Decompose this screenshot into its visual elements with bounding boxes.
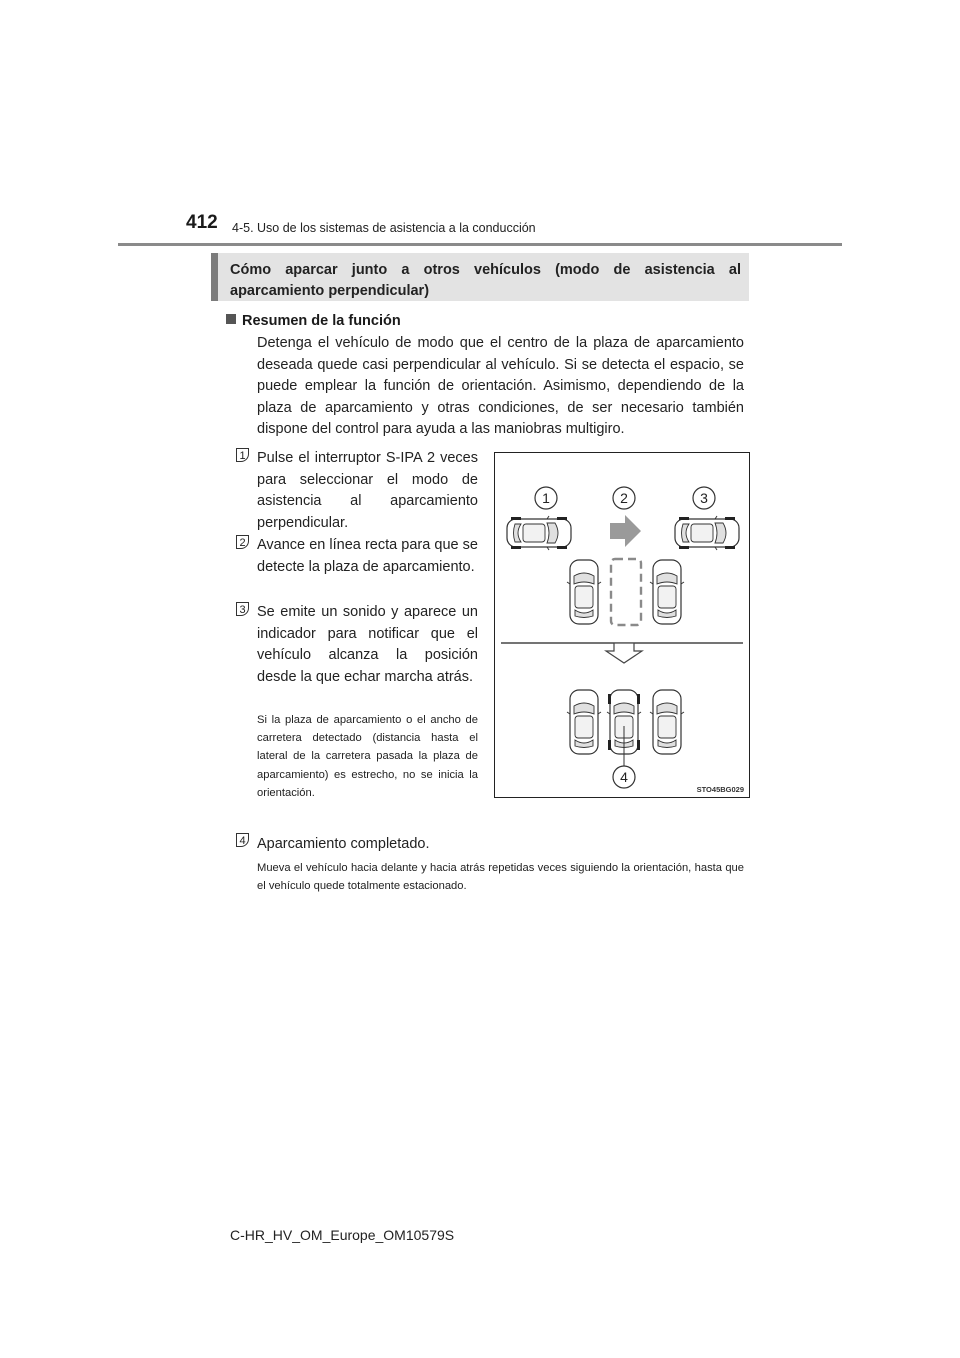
step-4-note: Mueva el vehículo hacia delante y hacia atrás repetidas veces siguiendo la orientación, hasta que el vehículo quede totalmente estacionado.: [257, 862, 744, 893]
callout-4-label: 4: [620, 769, 628, 785]
parking-diagram-svg: [495, 453, 749, 797]
step-4-badge: 4: [236, 833, 249, 847]
callout-3-label: 3: [700, 490, 708, 506]
page-number: 412: [186, 212, 218, 233]
parked-car-right-top: [650, 560, 684, 624]
running-header: 4-5. Uso de los sistemas de asistencia a la conducción: [232, 221, 536, 235]
callout-1: [535, 487, 557, 509]
footer-document-id: C-HR_HV_OM_Europe_OM10579S: [230, 1227, 455, 1243]
step-4-text: Aparcamiento completado.: [257, 836, 430, 852]
ego-car-detected: [675, 516, 739, 550]
parked-car-left-bottom: [567, 690, 601, 754]
step-1-text: Pulse el interruptor S-IPA 2 veces para seleccionar el modo de asistencia al aparcamiento perpendicular.: [257, 450, 478, 531]
step-1-badge: 1: [236, 448, 249, 462]
detected-parking-space: [611, 559, 641, 625]
header-rule: [118, 243, 842, 246]
callout-3: [693, 487, 715, 509]
parked-car-left-top: [567, 560, 601, 624]
forward-arrow-icon: [610, 515, 641, 547]
step-2-text: Avance en línea recta para que se detecte la plaza de aparcamiento.: [257, 537, 478, 575]
intro-paragraph: Detenga el vehículo de modo que el centro de la plaza de aparcamiento deseada quede casi perpendicular al vehículo. Si se detecta el espacio, se puede emplear la función de orientación. Asimismo, dependiendo de la plaza de aparcamiento y otras condiciones, de ser necesario también dispone del control para ayuda a las maniobras multigiro.: [257, 335, 744, 438]
figure-code: STO45BG029: [696, 785, 744, 794]
section-title: Cómo aparcar junto a otros vehículos (modo de asistencia al aparcamiento perpendicular): [211, 253, 749, 301]
parked-car-right-bottom: [650, 690, 684, 754]
callout-1-label: 1: [542, 490, 550, 506]
callout-4: [613, 766, 635, 788]
step-3-badge: 3: [236, 602, 249, 616]
subheading: [226, 313, 401, 329]
step-3-note: Si la plaza de aparcamiento o el ancho de carretera detectado (distancia hasta el lateral de la carretera pasada la plaza de aparcamiento) es estrecho, no se inicia la orientación.: [257, 714, 478, 799]
parking-diagram: [494, 452, 750, 798]
step-3-text: Se emite un sonido y aparece un indicador para notificar que el vehículo alcanza la posición desde la que echar marcha atrás.: [257, 604, 478, 685]
down-arrow-icon: [606, 643, 642, 663]
callout-2: [613, 487, 635, 509]
ego-car-start: [507, 516, 571, 550]
subheading-text: Resumen de la función: [242, 313, 401, 329]
square-bullet-icon: [226, 314, 236, 324]
callout-2-label: 2: [620, 490, 628, 506]
step-2-badge: 2: [236, 535, 249, 549]
